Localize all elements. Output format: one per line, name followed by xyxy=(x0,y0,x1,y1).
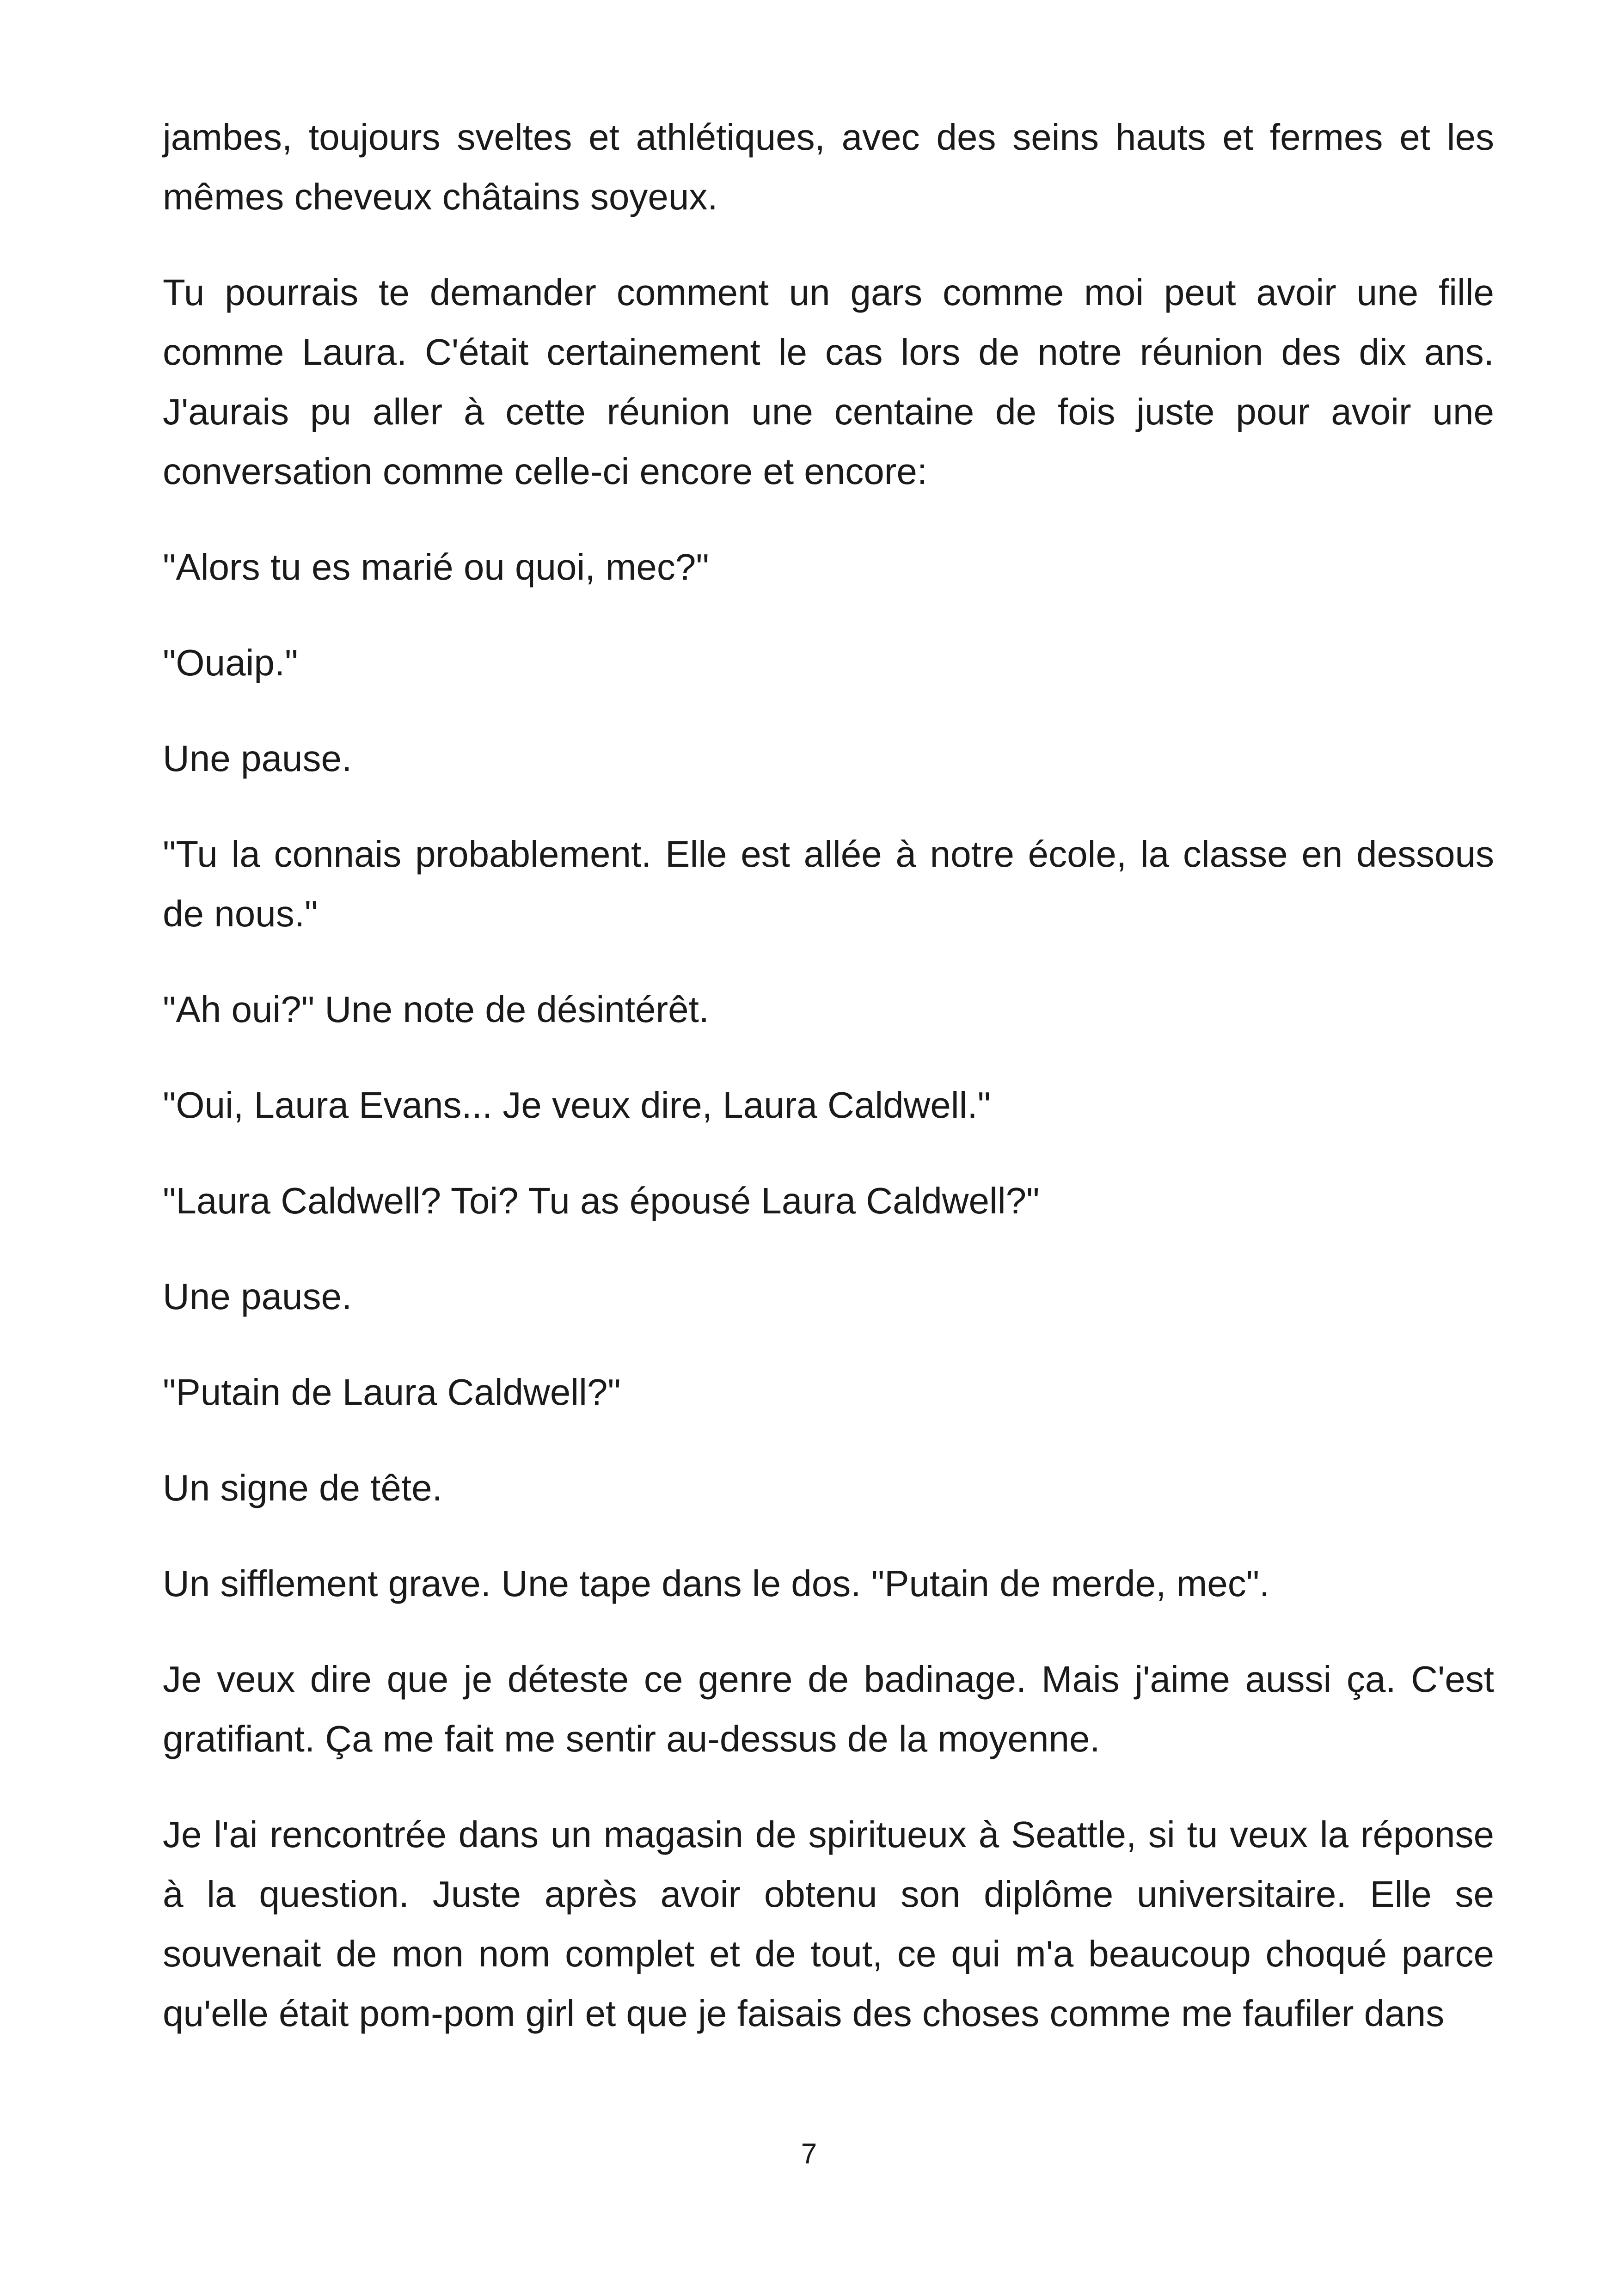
body-text xyxy=(163,107,1494,2079)
paragraph-1: jambes, toujours sveltes et athlétiques, avec des seins hauts et fermes et les mêmes cheveux châtains soyeux. xyxy=(163,116,1494,217)
paragraph-5: Une pause. xyxy=(163,738,352,779)
paragraph-15: Je l'ai rencontrée dans un magasin de spiritueux à Seattle, si tu veux la réponse à la question. Juste après avoir obtenu son diplôme universitaire. Elle se souvenait de mon nom complet et de tout, ce qui m'a beaucoup choqué parce qu'elle était pom-pom girl et que je faisais des choses comme me faufiler dans xyxy=(163,1814,1494,2034)
paragraph-2: Tu pourrais te demander comment un gars comme moi peut avoir une fille comme Laura. C'était certainement le cas lors de notre réunion des dix ans. J'aurais pu aller à cette réunion une centaine de fois juste pour avoir une conversation comme celle-ci encore et encore: xyxy=(163,272,1494,492)
paragraph-7: "Ah oui?" Une note de désintérêt. xyxy=(163,989,710,1030)
paragraph-3: "Alors tu es marié ou quoi, mec?" xyxy=(163,546,709,588)
paragraph-9: "Laura Caldwell? Toi? Tu as épousé Laura Caldwell?" xyxy=(163,1180,1040,1221)
paragraph-12: Un signe de tête. xyxy=(163,1467,442,1508)
paragraph-10: Une pause. xyxy=(163,1276,352,1317)
paragraph-13: Un sifflement grave. Une tape dans le dos. "Putain de merde, mec". xyxy=(163,1563,1270,1604)
paragraph-14: Je veux dire que je déteste ce genre de badinage. Mais j'aime aussi ça. C'est gratifiant. Ça me fait me sentir au-dessus de la moyenne. xyxy=(163,1659,1494,1759)
paragraph-4: "Ouaip." xyxy=(163,642,298,683)
page-number: 7 xyxy=(801,2138,817,2170)
paragraph-6: "Tu la connais probablement. Elle est allée à notre école, la classe en dessous de nous." xyxy=(163,833,1494,934)
paragraph-11: "Putain de Laura Caldwell?" xyxy=(163,1371,621,1413)
paragraph-8: "Oui, Laura Evans... Je veux dire, Laura Caldwell." xyxy=(163,1084,991,1126)
